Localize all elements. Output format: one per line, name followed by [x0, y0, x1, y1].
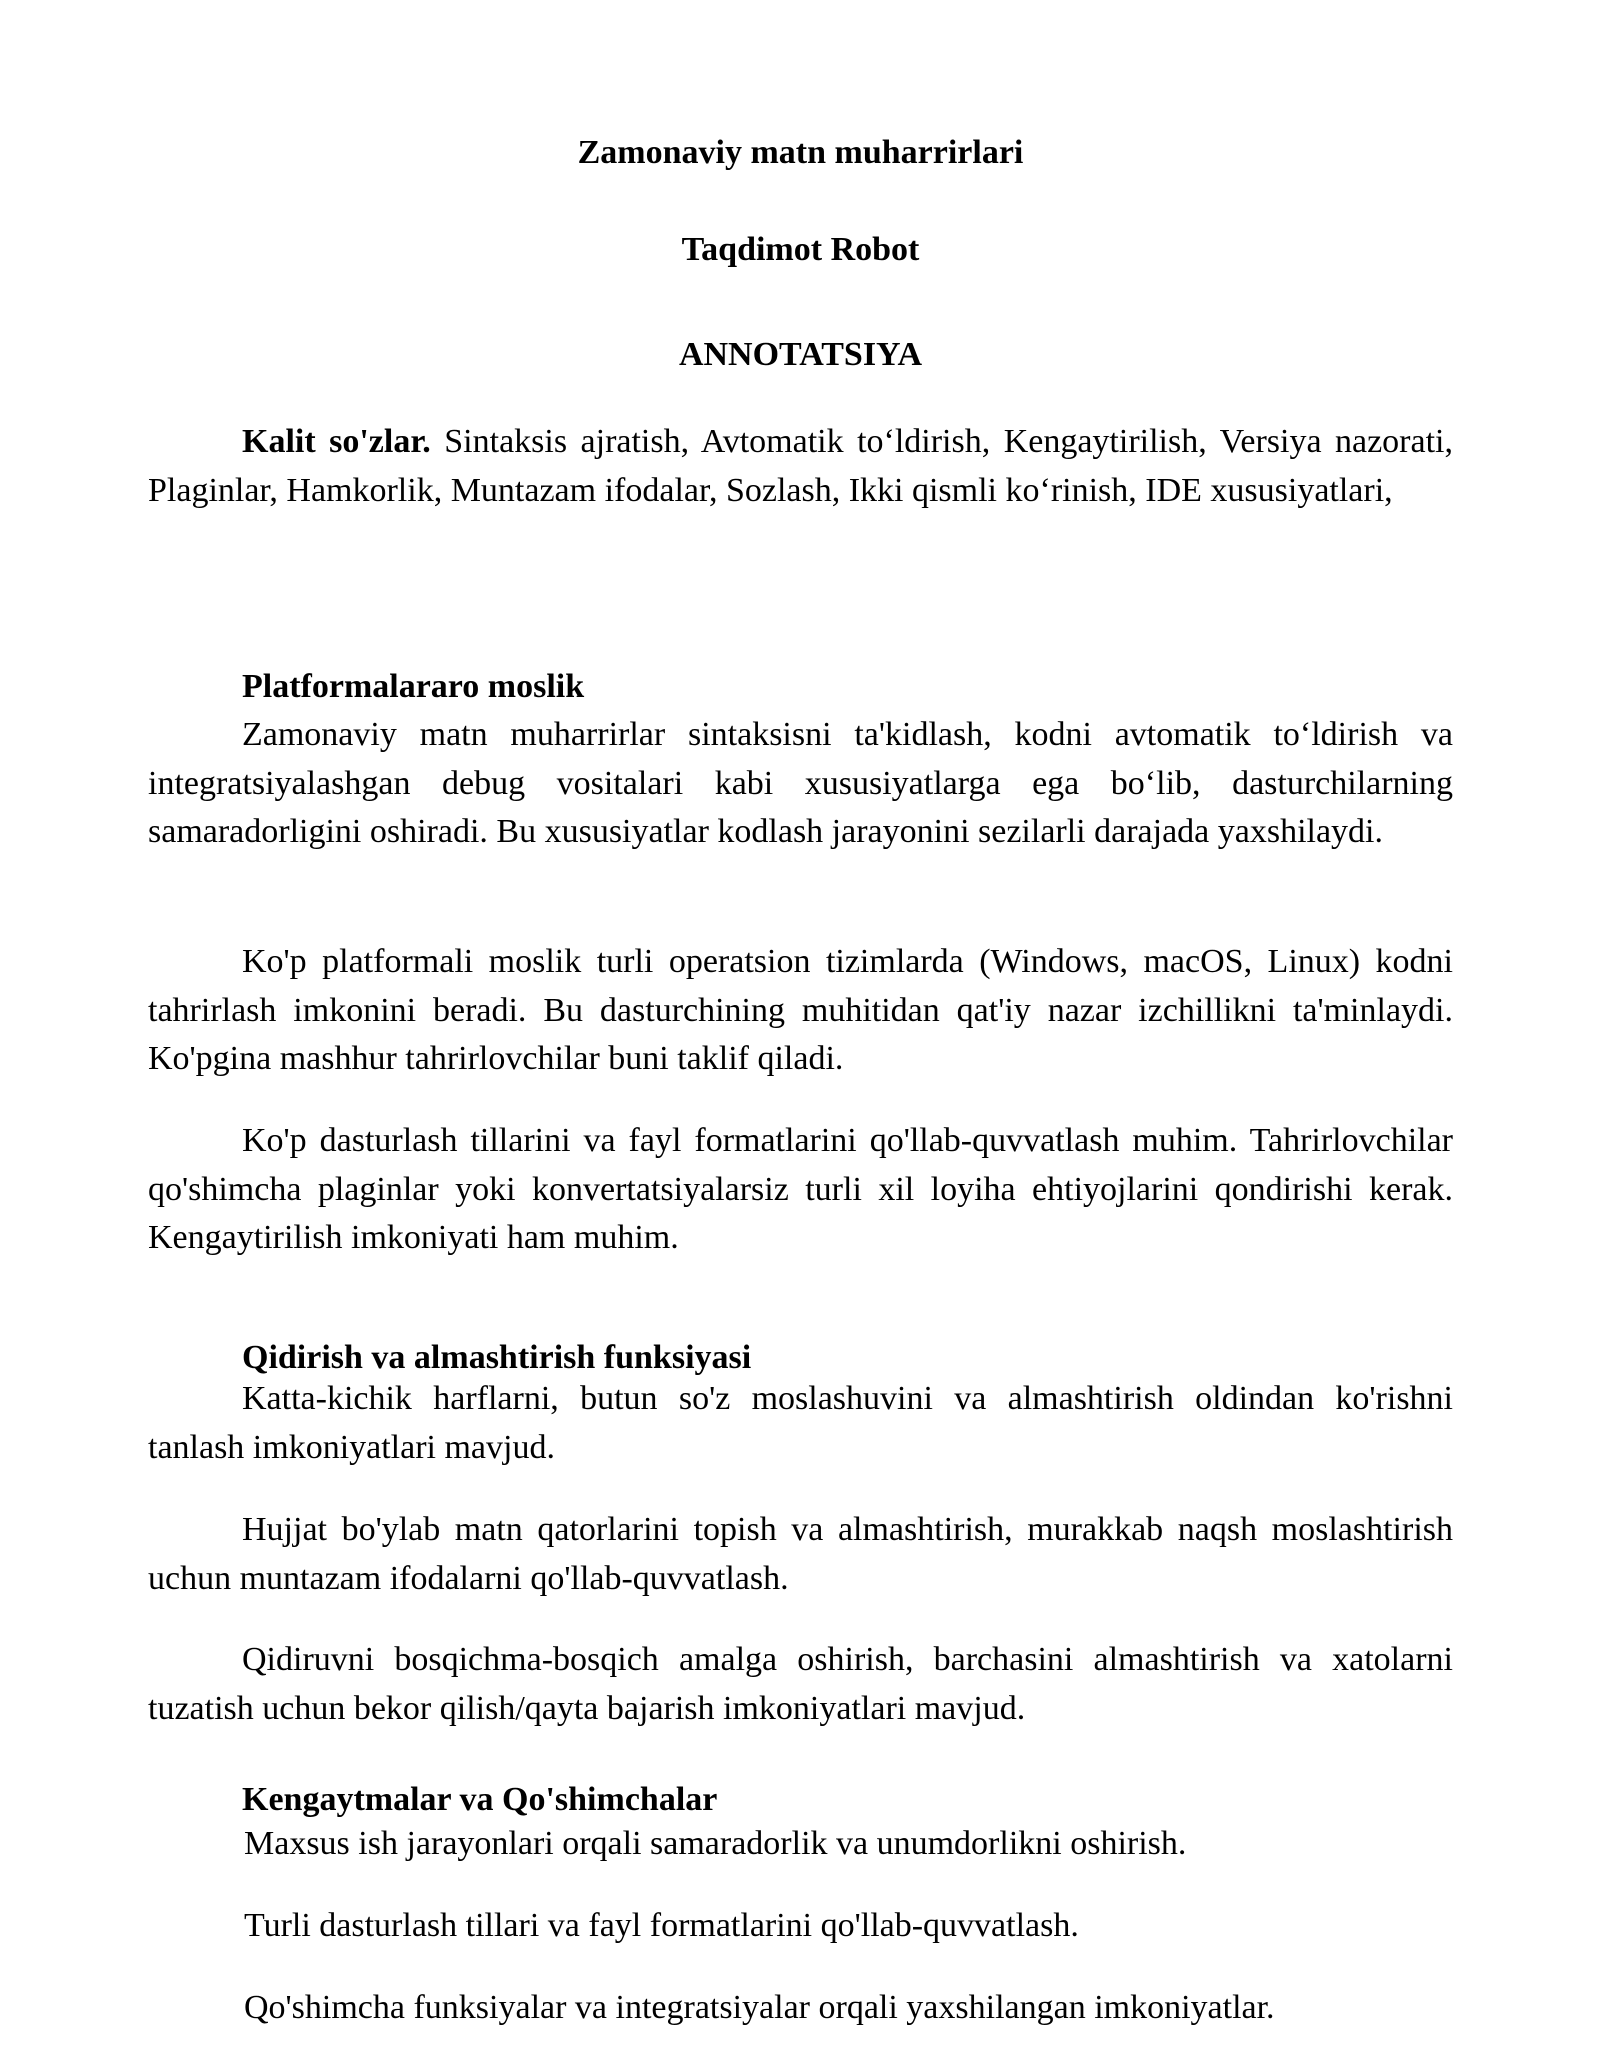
section-3-paragraph-1: Maxsus ish jarayonlari orqali samaradorlik va unumdorlikni oshirish.	[244, 1825, 1187, 1862]
section-2-paragraph-2: Hujjat bo'ylab matn qatorlarini topish va almashtirish, murakkab naqsh moslashtirish uchun muntazam ifodalarni qo'llab-quvvatlash.	[148, 1511, 1453, 1597]
section-3-paragraph-2: Turli dasturlash tillari va fayl formatlarini qo'llab-quvvatlash.	[244, 1907, 1079, 1944]
keywords-label: Kalit so'zlar.	[242, 423, 431, 460]
section-heading-search-replace: Qidirish va almashtirish funksiyasi	[242, 1339, 752, 1376]
section-1-paragraph-2: Ko'p platformali moslik turli operatsion tizimlarda (Windows, macOS, Linux) kodni tahrirlash imkonini beradi. Bu dasturchining muhitidan qat'iy nazar izchillikni ta'minlaydi. Ko'pgina mashhur tahrirlovchilar buni taklif qiladi.	[148, 943, 1453, 1077]
document-author: Taqdimot Robot	[681, 231, 920, 268]
section-2-paragraph-3: Qidiruvni bosqichma-bosqich amalga oshirish, barchasini almashtirish va xatolarni tuzatish uchun bekor qilish/qayta bajarish imkoniyatlari mavjud.	[148, 1641, 1453, 1727]
section-1-paragraph-3: Ko'p dasturlash tillarini va fayl formatlarini qo'llab-quvvatlash muhim. Tahrirlovchilar qo'shimcha plaginlar yoki konvertatsiyalarsiz turli xil loyiha ehtiyojlarini qondirishi kerak. Kengaytirilish imkoniyati ham muhim.	[148, 1122, 1453, 1256]
section-heading-platforms: Platformalararo moslik	[242, 668, 585, 705]
section-heading-extensions: Kengaytmalar va Qo'shimchalar	[242, 1781, 718, 1818]
document-title: Zamonaviy matn muharrirlari	[577, 134, 1024, 171]
section-2-paragraph-1: Katta-kichik harflarni, butun so'z moslashuvini va almashtirish oldindan ko'rishni tanlash imkoniyatlari mavjud.	[148, 1380, 1453, 1466]
annotation-heading: ANNOTATSIYA	[678, 336, 923, 373]
keywords-text: Sintaksis ajratish, Avtomatik to‘ldirish, Kengaytirilish, Versiya nazorati, Plaginlar, Hamkorlik, Muntazam ifodalar, Sozlash, Ikki qismli ko‘rinish, IDE xususiyatlari,	[148, 423, 1453, 509]
section-1-paragraph-1: Zamonaviy matn muharrirlar sintaksisni ta'kidlash, kodni avtomatik to‘ldirish va integratsiyalashgan debug vositalari kabi xususiyatlarga ega bo‘lib, dasturchilarning samaradorligini oshiradi. Bu xususiyatlar kodlash jarayonini sezilarli darajada yaxshilaydi.	[148, 716, 1453, 850]
section-3-paragraph-3: Qo'shimcha funksiyalar va integratsiyalar orqali yaxshilangan imkoniyatlar.	[244, 1989, 1275, 2026]
keywords-paragraph	[148, 418, 1453, 515]
